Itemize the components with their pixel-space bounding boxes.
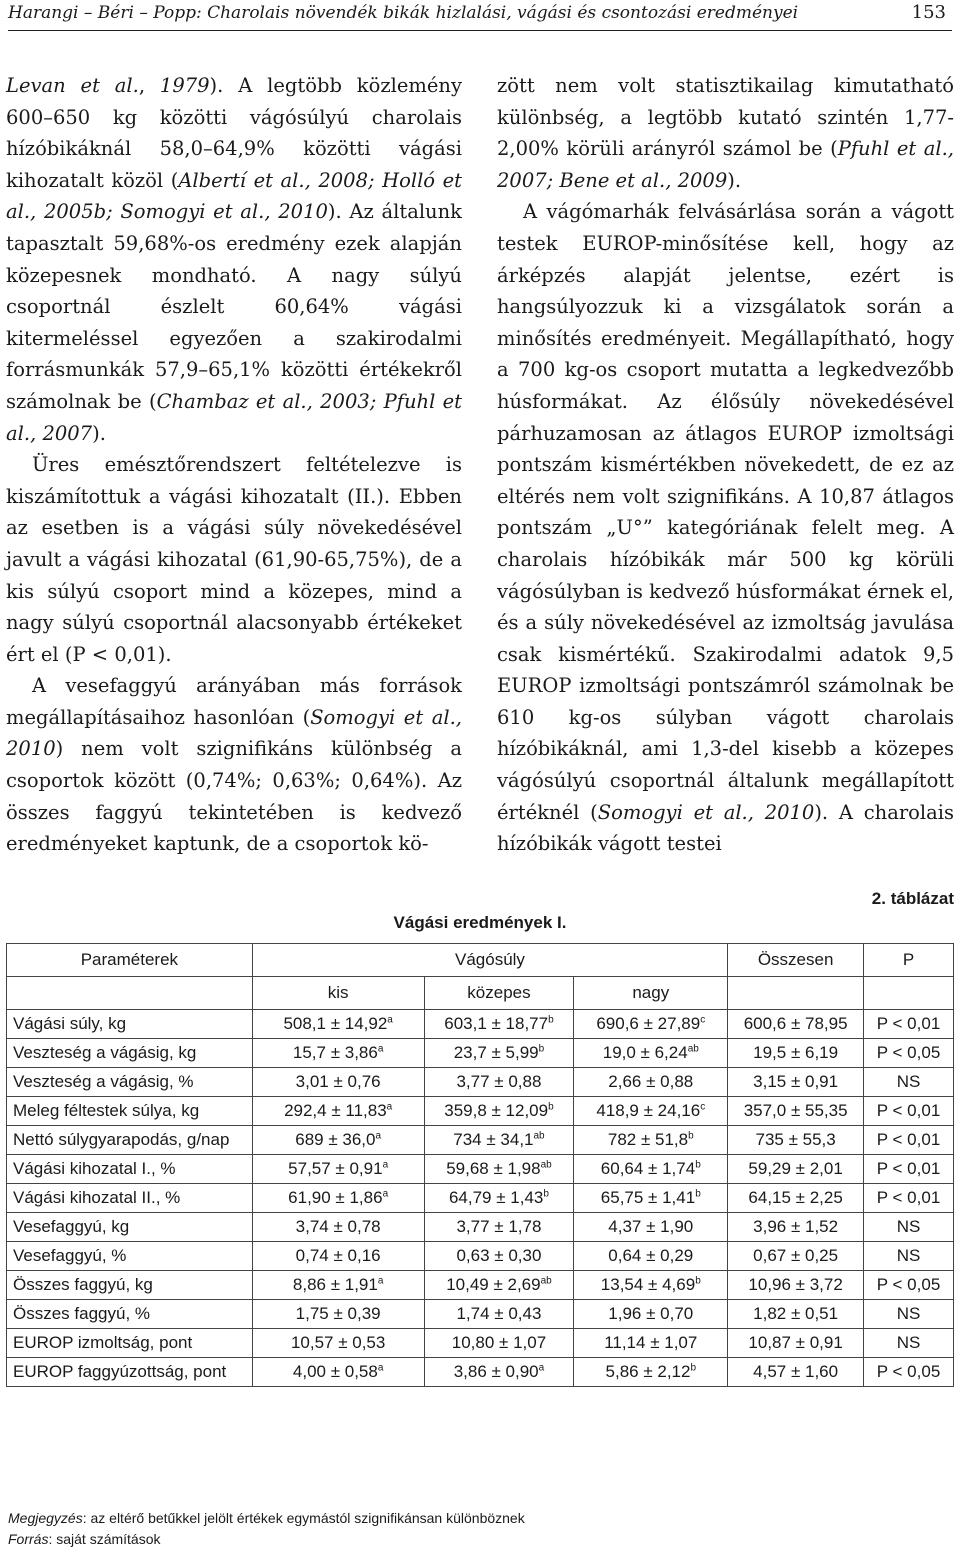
cell-kis: 57,57 ± 0,91$^a$ bbox=[252, 1155, 424, 1184]
cell-kozepes: 0,63 ± 0,30 bbox=[424, 1242, 574, 1271]
header-total: Összesen bbox=[728, 944, 864, 977]
citation-text: Levan et al. bbox=[6, 74, 139, 97]
significance-letter: b bbox=[695, 1188, 701, 1200]
cell-kozepes: 64,79 ± 1,43$^b$ bbox=[424, 1184, 574, 1213]
cell-p: P < 0,05 bbox=[864, 1039, 954, 1068]
table-title: Vágási eredmények I. bbox=[393, 913, 567, 932]
cell-parameter: Veszteség a vágásig, kg bbox=[7, 1039, 253, 1068]
body-text: ). A legtöbb közlemény 600–650 kg közötti vágósúlyú charolais hízóbikáknál 58,0–64,9% közötti vágási kihozatalt közöl ( bbox=[6, 74, 463, 192]
body-text: A vesefaggyú arányában más források megállapításaihoz hasonlóan ( bbox=[6, 674, 462, 729]
cell-kis: 1,75 ± 0,39 bbox=[252, 1300, 424, 1329]
table-row bbox=[7, 1213, 954, 1242]
table-row bbox=[7, 1010, 954, 1039]
cell-kozepes: 3,77 ± 1,78 bbox=[424, 1213, 574, 1242]
cell-nagy: 418,9 ± 24,16$^c$ bbox=[574, 1097, 728, 1126]
table-body bbox=[7, 1010, 954, 1387]
left-column bbox=[6, 70, 462, 860]
cell-total: 10,96 ± 3,72 bbox=[728, 1271, 864, 1300]
citation-text: Pfuhl et al., 2007; Bene et al., 2009 bbox=[497, 137, 954, 192]
cell-p: P < 0,01 bbox=[864, 1097, 954, 1126]
significance-letter: ab bbox=[540, 1159, 552, 1171]
cell-nagy: 11,14 ± 1,07 bbox=[574, 1329, 728, 1358]
cell-kozepes: 10,80 ± 1,07 bbox=[424, 1329, 574, 1358]
significance-letter: a bbox=[387, 1014, 393, 1026]
citation-text: 1979 bbox=[159, 74, 210, 97]
significance-letter: b bbox=[690, 1362, 697, 1374]
header-empty bbox=[728, 977, 864, 1010]
body-text: , bbox=[138, 74, 160, 97]
table-row bbox=[7, 1184, 954, 1213]
significance-letter: a bbox=[538, 1362, 545, 1374]
body-text: ). bbox=[727, 168, 742, 192]
cell-p: NS bbox=[864, 1242, 954, 1271]
cell-nagy: 4,37 ± 1,90 bbox=[574, 1213, 728, 1242]
cell-total: 600,6 ± 78,95 bbox=[728, 1010, 864, 1039]
header-p: P bbox=[864, 944, 954, 977]
significance-letter: ab bbox=[533, 1130, 545, 1142]
cell-parameter: Vágási súly, kg bbox=[7, 1010, 253, 1039]
cell-p: NS bbox=[864, 1300, 954, 1329]
cell-total: 64,15 ± 2,25 bbox=[728, 1184, 864, 1213]
body-text: ). A charolais hízóbikák vágott testei bbox=[497, 800, 954, 856]
cell-kozepes: 603,1 ± 18,77$^b$ bbox=[424, 1010, 574, 1039]
cell-kozepes: 10,49 ± 2,69$^{ab}$ bbox=[424, 1271, 574, 1300]
cell-nagy: 60,64 ± 1,74$^b$ bbox=[574, 1155, 728, 1184]
cell-parameter: Meleg féltestek súlya, kg bbox=[7, 1097, 253, 1126]
left-paragraph-2 bbox=[6, 449, 462, 670]
cell-nagy: 65,75 ± 1,41$^b$ bbox=[574, 1184, 728, 1213]
significance-letter: b bbox=[543, 1188, 549, 1200]
cell-kis: 61,90 ± 1,86$^a$ bbox=[252, 1184, 424, 1213]
body-text: ) nem volt szignifikáns különbség a csoportok között (0,74%; 0,63%; 0,64%). Az összes faggyú tekintetében is kedvező eredményeket kaptunk, de a csoportok kö- bbox=[6, 737, 462, 856]
running-title: Harangi – Béri – Popp: Charolais növendék bikák hizlalási, vágási és csontozási eredményei bbox=[8, 3, 799, 23]
note-text: : az eltérő betűkkel jelölt értékek egymástól szignifikánsan különböznek bbox=[82, 1510, 525, 1526]
significance-letter: b bbox=[538, 1043, 545, 1055]
cell-kozepes: 59,68 ± 1,98$^{ab}$ bbox=[424, 1155, 574, 1184]
left-paragraph-3 bbox=[6, 670, 462, 860]
cell-nagy: 0,64 ± 0,29 bbox=[574, 1242, 728, 1271]
cell-kis: 3,74 ± 0,78 bbox=[252, 1213, 424, 1242]
table-row bbox=[7, 1068, 954, 1097]
significance-letter: b bbox=[695, 1159, 701, 1171]
cell-parameter: Összes faggyú, % bbox=[7, 1300, 253, 1329]
cell-parameter: Veszteség a vágásig, % bbox=[7, 1068, 253, 1097]
cell-p: NS bbox=[864, 1329, 954, 1358]
cell-total: 19,5 ± 6,19 bbox=[728, 1039, 864, 1068]
significance-letter: a bbox=[386, 1101, 393, 1113]
cell-kozepes: 1,74 ± 0,43 bbox=[424, 1300, 574, 1329]
cell-total: 357,0 ± 55,35 bbox=[728, 1097, 864, 1126]
body-text: Üres emésztőrendszert feltételezve is kiszámítottuk a vágási kihozatalt (II.). Ebben az esetben is a vágási súly növekedésével javult a vágási kihozatal (61,90-65,75%), de a kis súlyú csoport mind a közepes, mind a nagy súlyú csoportnál alacsonyabb értékeket ért el (P < 0,01). bbox=[6, 453, 462, 666]
table-row bbox=[7, 1329, 954, 1358]
cell-total: 59,29 ± 2,01 bbox=[728, 1155, 864, 1184]
cell-total: 4,57 ± 1,60 bbox=[728, 1358, 864, 1387]
cell-nagy: 2,66 ± 0,88 bbox=[574, 1068, 728, 1097]
cell-parameter: Nettó súlygyarapodás, g/nap bbox=[7, 1126, 253, 1155]
note-label: Megjegyzés bbox=[8, 1510, 83, 1526]
significance-letter: ab bbox=[540, 1275, 552, 1287]
cell-p: P < 0,05 bbox=[864, 1358, 954, 1387]
header-weight-group: Vágósúly bbox=[252, 944, 727, 977]
cell-kozepes: 23,7 ± 5,99$^b$ bbox=[424, 1039, 574, 1068]
cell-nagy: 5,86 ± 2,12$^b$ bbox=[574, 1358, 728, 1387]
cell-kis: 10,57 ± 0,53 bbox=[252, 1329, 424, 1358]
significance-letter: a bbox=[382, 1188, 389, 1200]
cell-kis: 292,4 ± 11,83$^a$ bbox=[252, 1097, 424, 1126]
significance-letter: a bbox=[382, 1159, 389, 1171]
cell-p: NS bbox=[864, 1068, 954, 1097]
significance-letter: a bbox=[377, 1275, 384, 1287]
table-row bbox=[7, 1271, 954, 1300]
cell-nagy: 19,0 ± 6,24$^{ab}$ bbox=[574, 1039, 728, 1068]
header-empty bbox=[864, 977, 954, 1010]
body-text: ). Az általunk tapasztalt 59,68%-os eredmény ezek alapján közepesnek mondható. A nagy súlyú csoportnál észlelt 60,64% vágási kitermeléssel egyezően a szakirodalmi forrásmunkák 57,9–65,1% közötti értékekről számolnak be ( bbox=[6, 200, 462, 413]
cell-p: P < 0,01 bbox=[864, 1184, 954, 1213]
running-header bbox=[8, 0, 952, 31]
citation-text: Albertí et al., 2008; Holló et al., 2005b; Somogyi et al., 2010 bbox=[6, 168, 462, 224]
significance-letter: c bbox=[700, 1101, 706, 1113]
right-paragraph-1 bbox=[497, 70, 954, 196]
cell-parameter: EUROP faggyúzottság, pont bbox=[7, 1358, 253, 1387]
cell-nagy: 13,54 ± 4,69$^b$ bbox=[574, 1271, 728, 1300]
cell-parameter: Vágási kihozatal II., % bbox=[7, 1184, 253, 1213]
citation-text: Somogyi et al., 2010 bbox=[6, 705, 462, 761]
cell-kis: 508,1 ± 14,92$^a$ bbox=[252, 1010, 424, 1039]
cell-p: P < 0,01 bbox=[864, 1155, 954, 1184]
cell-kis: 4,00 ± 0,58$^a$ bbox=[252, 1358, 424, 1387]
cell-parameter: EUROP izmoltság, pont bbox=[7, 1329, 253, 1358]
source-label: Forrás bbox=[8, 1531, 49, 1547]
cell-nagy: 1,96 ± 0,70 bbox=[574, 1300, 728, 1329]
citation-text: Chambaz et al., 2003; Pfuhl et al., 2007 bbox=[6, 389, 462, 445]
cell-parameter: Vesefaggyú, kg bbox=[7, 1213, 253, 1242]
header-parameter: Paraméterek bbox=[7, 944, 253, 977]
cell-kis: 8,86 ± 1,91$^a$ bbox=[252, 1271, 424, 1300]
table-notes bbox=[8, 1508, 525, 1550]
cell-kis: 3,01 ± 0,76 bbox=[252, 1068, 424, 1097]
cell-total: 735 ± 55,3 bbox=[728, 1126, 864, 1155]
table-note bbox=[8, 1508, 525, 1529]
cell-nagy: 782 ± 51,8$^b$ bbox=[574, 1126, 728, 1155]
header-empty bbox=[7, 977, 253, 1010]
cell-p: P < 0,01 bbox=[864, 1126, 954, 1155]
cell-p: P < 0,01 bbox=[864, 1010, 954, 1039]
table-row bbox=[7, 1097, 954, 1126]
source-text: : saját számítások bbox=[48, 1531, 161, 1547]
header-nagy: nagy bbox=[574, 977, 728, 1010]
cell-kozepes: 734 ± 34,1$^{ab}$ bbox=[424, 1126, 574, 1155]
cell-kis: 0,74 ± 0,16 bbox=[252, 1242, 424, 1271]
table-row bbox=[7, 1126, 954, 1155]
cell-total: 10,87 ± 0,91 bbox=[728, 1329, 864, 1358]
cell-parameter: Vesefaggyú, % bbox=[7, 1242, 253, 1271]
significance-letter: b bbox=[688, 1130, 694, 1142]
significance-letter: a bbox=[377, 1362, 384, 1374]
slaughter-results-table bbox=[6, 943, 954, 1387]
cell-total: 0,67 ± 0,25 bbox=[728, 1242, 864, 1271]
cell-parameter: Vágási kihozatal I., % bbox=[7, 1155, 253, 1184]
right-paragraph-2 bbox=[497, 196, 954, 859]
header-kozepes: közepes bbox=[424, 977, 574, 1010]
cell-total: 1,82 ± 0,51 bbox=[728, 1300, 864, 1329]
significance-letter: a bbox=[377, 1043, 384, 1055]
table-number-label: 2. táblázat bbox=[871, 889, 954, 908]
cell-total: 3,96 ± 1,52 bbox=[728, 1213, 864, 1242]
cell-kozepes: 359,8 ± 12,09$^b$ bbox=[424, 1097, 574, 1126]
body-text: A vágómarhák felvásárlása során a vágott testek EUROP-minősítése kell, hogy az árképzés alapját jelentse, ezért is hangsúlyozzuk ki a vizsgálatok során a minősítés eredményeit. Megállapítható, hogy a 700 kg-os csoport mutatta a legkedvezőbb húsformákat. Az élősúly növekedésével párhuzamosan az átlagos EUROP izmoltsági pontszám kismértékben növekedett, de ez az eltérés nem volt szignifikáns. A 10,87 átlagos pontszám „U°” kategóriának felelt meg. A charolais hízóbikák már 500 kg körüli vágósúlyban is kedvező húsformákat érnek el, és a súly növekedésével az izmoltság javulása csak kismértékű. Szakirodalmi adatok 9,5 EUROP izmoltsági pontszámról számolnak be 610 kg-os súlyban vágott charolais hízóbikáknál, ami 1,3-del kisebb a közepes vágósúlyú csoportnál általunk megállapított értéknél ( bbox=[497, 200, 954, 824]
significance-letter: ab bbox=[687, 1043, 699, 1055]
cell-kozepes: 3,86 ± 0,90$^a$ bbox=[424, 1358, 574, 1387]
cell-kis: 15,7 ± 3,86$^a$ bbox=[252, 1039, 424, 1068]
significance-letter: b bbox=[695, 1275, 701, 1287]
significance-letter: b bbox=[548, 1101, 554, 1113]
significance-letter: b bbox=[548, 1014, 554, 1026]
cell-p: P < 0,05 bbox=[864, 1271, 954, 1300]
cell-kozepes: 3,77 ± 0,88 bbox=[424, 1068, 574, 1097]
significance-letter: a bbox=[375, 1130, 382, 1142]
page-number: 153 bbox=[911, 2, 946, 23]
cell-parameter: Összes faggyú, kg bbox=[7, 1271, 253, 1300]
table-source bbox=[8, 1529, 525, 1550]
table-row bbox=[7, 1039, 954, 1068]
body-text: ). bbox=[92, 421, 106, 445]
table-row bbox=[7, 1242, 954, 1271]
significance-letter: c bbox=[700, 1014, 706, 1026]
cell-nagy: 690,6 ± 27,89$^c$ bbox=[574, 1010, 728, 1039]
table-row bbox=[7, 1300, 954, 1329]
cell-p: NS bbox=[864, 1213, 954, 1242]
cell-total: 3,15 ± 0,91 bbox=[728, 1068, 864, 1097]
table-row bbox=[7, 1155, 954, 1184]
citation-text: Somogyi et al., 2010 bbox=[597, 800, 815, 824]
header-kis: kis bbox=[252, 977, 424, 1010]
table-row bbox=[7, 1358, 954, 1387]
right-column bbox=[497, 70, 954, 860]
cell-kis: 689 ± 36,0$^a$ bbox=[252, 1126, 424, 1155]
body-text: zött nem volt statisztikailag kimutatható különbség, a legtöbb kutató szintén 1,77-2,00% körüli arányról számol be ( bbox=[497, 74, 954, 161]
left-paragraph-1 bbox=[6, 70, 462, 449]
